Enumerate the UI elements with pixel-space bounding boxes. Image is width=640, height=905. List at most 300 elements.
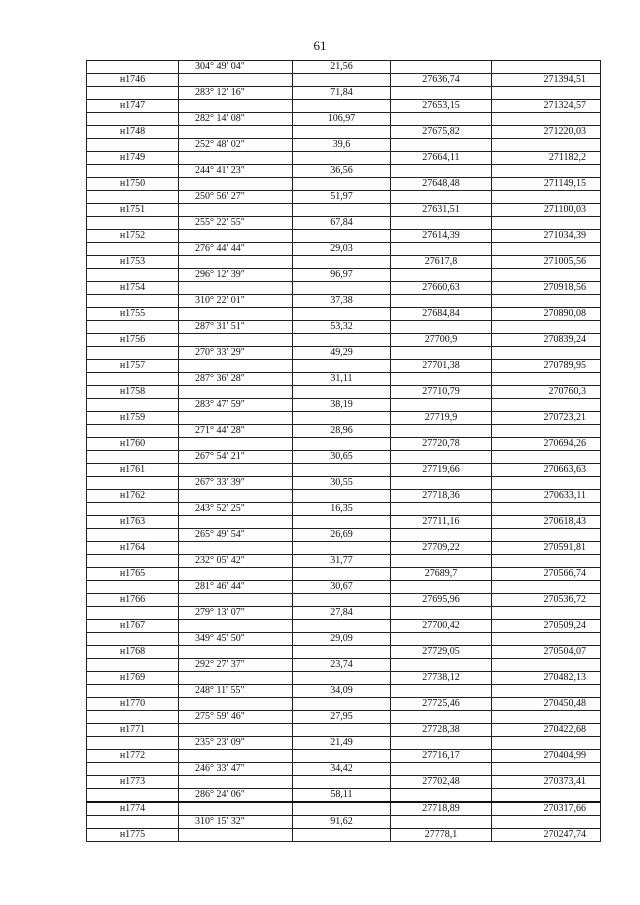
empty-cell: [391, 737, 492, 750]
empty-cell: [87, 607, 179, 620]
point-row: [87, 282, 601, 295]
direction-angle-cell: 276° 44' 44": [179, 243, 293, 256]
empty-cell: [492, 529, 601, 542]
y-coordinate-cell: 270373,41: [492, 776, 601, 789]
empty-cell: [179, 542, 293, 555]
segment-length-cell: 96,97: [293, 269, 391, 282]
empty-cell: [391, 295, 492, 308]
point-row: [87, 568, 601, 581]
segment-row: [87, 503, 601, 516]
y-coordinate-cell: 270317,66: [492, 802, 601, 816]
x-coordinate-cell: 27728,38: [391, 724, 492, 737]
empty-cell: [87, 321, 179, 334]
point-row: [87, 646, 601, 659]
point-row: [87, 698, 601, 711]
empty-cell: [293, 178, 391, 191]
empty-cell: [492, 789, 601, 803]
y-coordinate-cell: 270760,3: [492, 386, 601, 399]
empty-cell: [87, 816, 179, 829]
empty-cell: [391, 763, 492, 776]
point-row: [87, 829, 601, 842]
point-row: [87, 152, 601, 165]
x-coordinate-cell: 27710,79: [391, 386, 492, 399]
point-row: [87, 776, 601, 789]
empty-cell: [293, 152, 391, 165]
empty-cell: [179, 334, 293, 347]
empty-cell: [87, 737, 179, 750]
empty-cell: [492, 477, 601, 490]
y-coordinate-cell: 270422,68: [492, 724, 601, 737]
empty-cell: [87, 451, 179, 464]
direction-angle-cell: 279° 13' 07": [179, 607, 293, 620]
empty-cell: [293, 568, 391, 581]
x-coordinate-cell: 27729,05: [391, 646, 492, 659]
empty-cell: [293, 750, 391, 763]
point-id-cell: н1758: [87, 386, 179, 399]
x-coordinate-cell: 27702,48: [391, 776, 492, 789]
point-id-cell: н1775: [87, 829, 179, 842]
empty-cell: [87, 139, 179, 152]
y-coordinate-cell: 270504,07: [492, 646, 601, 659]
empty-cell: [87, 217, 179, 230]
x-coordinate-cell: 27614,39: [391, 230, 492, 243]
segment-length-cell: 23,74: [293, 659, 391, 672]
empty-cell: [391, 217, 492, 230]
segment-row: [87, 295, 601, 308]
empty-cell: [87, 503, 179, 516]
point-id-cell: н1753: [87, 256, 179, 269]
x-coordinate-cell: 27709,22: [391, 542, 492, 555]
empty-cell: [492, 87, 601, 100]
x-coordinate-cell: 27718,89: [391, 802, 492, 816]
empty-cell: [293, 438, 391, 451]
empty-cell: [391, 269, 492, 282]
empty-cell: [391, 399, 492, 412]
segment-row: [87, 399, 601, 412]
x-coordinate-cell: 27695,96: [391, 594, 492, 607]
empty-cell: [179, 829, 293, 842]
empty-cell: [293, 126, 391, 139]
direction-angle-cell: 283° 47' 59": [179, 399, 293, 412]
segment-length-cell: 29,09: [293, 633, 391, 646]
point-row: [87, 438, 601, 451]
point-row: [87, 464, 601, 477]
empty-cell: [293, 672, 391, 685]
empty-cell: [391, 165, 492, 178]
x-coordinate-cell: 27689,7: [391, 568, 492, 581]
segment-row: [87, 477, 601, 490]
empty-cell: [492, 659, 601, 672]
empty-cell: [179, 386, 293, 399]
empty-cell: [87, 425, 179, 438]
y-coordinate-cell: 271220,03: [492, 126, 601, 139]
empty-cell: [87, 61, 179, 74]
point-id-cell: н1752: [87, 230, 179, 243]
empty-cell: [179, 464, 293, 477]
empty-cell: [391, 711, 492, 724]
empty-cell: [391, 243, 492, 256]
empty-cell: [492, 217, 601, 230]
point-row: [87, 334, 601, 347]
empty-cell: [492, 113, 601, 126]
empty-cell: [492, 555, 601, 568]
direction-angle-cell: 275° 59' 46": [179, 711, 293, 724]
empty-cell: [492, 269, 601, 282]
segment-length-cell: 30,65: [293, 451, 391, 464]
y-coordinate-cell: 270450,48: [492, 698, 601, 711]
empty-cell: [293, 74, 391, 87]
point-id-cell: н1749: [87, 152, 179, 165]
empty-cell: [293, 412, 391, 425]
empty-cell: [293, 204, 391, 217]
direction-angle-cell: 292° 27' 37": [179, 659, 293, 672]
direction-angle-cell: 349° 45' 50": [179, 633, 293, 646]
segment-row: [87, 243, 601, 256]
page-number: 61: [313, 38, 327, 53]
segment-row: [87, 451, 601, 464]
coordinates-table-body: [87, 61, 601, 842]
direction-angle-cell: 235° 23' 09": [179, 737, 293, 750]
point-row: [87, 230, 601, 243]
y-coordinate-cell: 271394,51: [492, 74, 601, 87]
empty-cell: [391, 607, 492, 620]
direction-angle-cell: 286° 24' 06": [179, 789, 293, 803]
empty-cell: [179, 594, 293, 607]
point-row: [87, 386, 601, 399]
direction-angle-cell: 265° 49' 54": [179, 529, 293, 542]
empty-cell: [87, 685, 179, 698]
x-coordinate-cell: 27653,15: [391, 100, 492, 113]
y-coordinate-cell: 271100,03: [492, 204, 601, 217]
empty-cell: [87, 529, 179, 542]
y-coordinate-cell: 270663,63: [492, 464, 601, 477]
empty-cell: [492, 61, 601, 74]
empty-cell: [179, 282, 293, 295]
direction-angle-cell: 287° 31' 51": [179, 321, 293, 334]
empty-cell: [391, 139, 492, 152]
empty-cell: [492, 816, 601, 829]
segment-row: [87, 139, 601, 152]
empty-cell: [391, 477, 492, 490]
segment-row: [87, 165, 601, 178]
empty-cell: [293, 230, 391, 243]
direction-angle-cell: 267° 33' 39": [179, 477, 293, 490]
empty-cell: [492, 737, 601, 750]
empty-cell: [293, 100, 391, 113]
empty-cell: [293, 829, 391, 842]
segment-row: [87, 763, 601, 776]
segment-row: [87, 711, 601, 724]
empty-cell: [87, 477, 179, 490]
empty-cell: [391, 191, 492, 204]
empty-cell: [87, 581, 179, 594]
segment-row: [87, 321, 601, 334]
x-coordinate-cell: 27701,38: [391, 360, 492, 373]
direction-angle-cell: 232° 05' 42": [179, 555, 293, 568]
y-coordinate-cell: 270890,08: [492, 308, 601, 321]
y-coordinate-cell: 270694,26: [492, 438, 601, 451]
empty-cell: [87, 87, 179, 100]
empty-cell: [87, 711, 179, 724]
y-coordinate-cell: 271149,15: [492, 178, 601, 191]
empty-cell: [293, 646, 391, 659]
y-coordinate-cell: 270247,74: [492, 829, 601, 842]
empty-cell: [492, 633, 601, 646]
segment-length-cell: 53,32: [293, 321, 391, 334]
segment-row: [87, 87, 601, 100]
empty-cell: [391, 685, 492, 698]
x-coordinate-cell: 27631,51: [391, 204, 492, 217]
point-id-cell: н1761: [87, 464, 179, 477]
empty-cell: [492, 607, 601, 620]
direction-angle-cell: 282° 14' 08": [179, 113, 293, 126]
x-coordinate-cell: 27636,74: [391, 74, 492, 87]
empty-cell: [492, 373, 601, 386]
segment-length-cell: 21,49: [293, 737, 391, 750]
empty-cell: [87, 633, 179, 646]
empty-cell: [87, 763, 179, 776]
segment-row: [87, 191, 601, 204]
direction-angle-cell: 252° 48' 02": [179, 139, 293, 152]
empty-cell: [391, 659, 492, 672]
point-row: [87, 412, 601, 425]
segment-length-cell: 71,84: [293, 87, 391, 100]
segment-length-cell: 38,19: [293, 399, 391, 412]
point-row: [87, 74, 601, 87]
segment-length-cell: 16,35: [293, 503, 391, 516]
empty-cell: [293, 308, 391, 321]
empty-cell: [391, 529, 492, 542]
segment-length-cell: 27,84: [293, 607, 391, 620]
direction-angle-cell: 271° 44' 28": [179, 425, 293, 438]
empty-cell: [179, 776, 293, 789]
empty-cell: [293, 490, 391, 503]
segment-row: [87, 269, 601, 282]
empty-cell: [87, 347, 179, 360]
point-row: [87, 750, 601, 763]
empty-cell: [179, 490, 293, 503]
y-coordinate-cell: 271182,2: [492, 152, 601, 165]
coordinates-table: [86, 60, 601, 842]
point-id-cell: н1760: [87, 438, 179, 451]
point-id-cell: н1771: [87, 724, 179, 737]
point-id-cell: н1773: [87, 776, 179, 789]
x-coordinate-cell: 27738,12: [391, 672, 492, 685]
point-row: [87, 724, 601, 737]
point-id-cell: н1750: [87, 178, 179, 191]
empty-cell: [179, 516, 293, 529]
empty-cell: [179, 724, 293, 737]
empty-cell: [293, 256, 391, 269]
point-row: [87, 490, 601, 503]
empty-cell: [87, 659, 179, 672]
y-coordinate-cell: 270723,21: [492, 412, 601, 425]
empty-cell: [492, 711, 601, 724]
empty-cell: [492, 139, 601, 152]
empty-cell: [293, 594, 391, 607]
segment-row: [87, 737, 601, 750]
point-row: [87, 100, 601, 113]
point-id-cell: н1763: [87, 516, 179, 529]
empty-cell: [492, 581, 601, 594]
empty-cell: [293, 386, 391, 399]
empty-cell: [492, 321, 601, 334]
x-coordinate-cell: 27719,66: [391, 464, 492, 477]
empty-cell: [293, 464, 391, 477]
x-coordinate-cell: 27617,8: [391, 256, 492, 269]
empty-cell: [293, 542, 391, 555]
y-coordinate-cell: 270618,43: [492, 516, 601, 529]
segment-length-cell: 29,03: [293, 243, 391, 256]
x-coordinate-cell: 27719,9: [391, 412, 492, 425]
point-id-cell: н1764: [87, 542, 179, 555]
empty-cell: [293, 516, 391, 529]
segment-length-cell: 26,69: [293, 529, 391, 542]
empty-cell: [179, 360, 293, 373]
point-id-cell: н1767: [87, 620, 179, 633]
empty-cell: [179, 672, 293, 685]
empty-cell: [179, 646, 293, 659]
empty-cell: [391, 425, 492, 438]
empty-cell: [179, 438, 293, 451]
point-row: [87, 178, 601, 191]
y-coordinate-cell: 270591,81: [492, 542, 601, 555]
empty-cell: [87, 113, 179, 126]
segment-row: [87, 217, 601, 230]
segment-length-cell: 49,29: [293, 347, 391, 360]
empty-cell: [293, 776, 391, 789]
y-coordinate-cell: 270566,74: [492, 568, 601, 581]
segment-row: [87, 61, 601, 74]
empty-cell: [492, 425, 601, 438]
direction-angle-cell: 244° 41' 23": [179, 165, 293, 178]
segment-length-cell: 28,96: [293, 425, 391, 438]
x-coordinate-cell: 27700,42: [391, 620, 492, 633]
x-coordinate-cell: 27664,11: [391, 152, 492, 165]
empty-cell: [179, 204, 293, 217]
point-id-cell: н1766: [87, 594, 179, 607]
segment-row: [87, 581, 601, 594]
empty-cell: [87, 399, 179, 412]
point-id-cell: н1772: [87, 750, 179, 763]
direction-angle-cell: 281° 46' 44": [179, 581, 293, 594]
empty-cell: [179, 802, 293, 816]
direction-angle-cell: 296° 12' 39": [179, 269, 293, 282]
point-row: [87, 620, 601, 633]
y-coordinate-cell: 270404,99: [492, 750, 601, 763]
segment-length-cell: 106,97: [293, 113, 391, 126]
empty-cell: [391, 503, 492, 516]
y-coordinate-cell: 271005,56: [492, 256, 601, 269]
point-row: [87, 802, 601, 816]
segment-row: [87, 113, 601, 126]
segment-length-cell: 27,95: [293, 711, 391, 724]
empty-cell: [391, 87, 492, 100]
point-id-cell: н1759: [87, 412, 179, 425]
segment-length-cell: 91,62: [293, 816, 391, 829]
empty-cell: [87, 555, 179, 568]
y-coordinate-cell: 270839,24: [492, 334, 601, 347]
empty-cell: [179, 178, 293, 191]
segment-row: [87, 633, 601, 646]
empty-cell: [391, 61, 492, 74]
empty-cell: [293, 360, 391, 373]
direction-angle-cell: 250° 56' 27": [179, 191, 293, 204]
empty-cell: [391, 789, 492, 803]
point-id-cell: н1769: [87, 672, 179, 685]
segment-length-cell: 31,11: [293, 373, 391, 386]
empty-cell: [293, 802, 391, 816]
direction-angle-cell: 287° 36' 28": [179, 373, 293, 386]
direction-angle-cell: 246° 33' 47": [179, 763, 293, 776]
x-coordinate-cell: 27720,78: [391, 438, 492, 451]
empty-cell: [391, 816, 492, 829]
point-row: [87, 256, 601, 269]
segment-row: [87, 425, 601, 438]
empty-cell: [179, 568, 293, 581]
empty-cell: [492, 191, 601, 204]
segment-row: [87, 347, 601, 360]
empty-cell: [179, 100, 293, 113]
x-coordinate-cell: 27675,82: [391, 126, 492, 139]
point-row: [87, 204, 601, 217]
point-id-cell: н1751: [87, 204, 179, 217]
y-coordinate-cell: 270482,13: [492, 672, 601, 685]
empty-cell: [492, 451, 601, 464]
segment-length-cell: 37,38: [293, 295, 391, 308]
empty-cell: [293, 698, 391, 711]
empty-cell: [492, 399, 601, 412]
point-row: [87, 542, 601, 555]
point-row: [87, 516, 601, 529]
empty-cell: [179, 750, 293, 763]
point-row: [87, 308, 601, 321]
empty-cell: [391, 373, 492, 386]
point-row: [87, 360, 601, 373]
empty-cell: [87, 191, 179, 204]
point-id-cell: н1755: [87, 308, 179, 321]
segment-row: [87, 789, 601, 803]
x-coordinate-cell: 27660,63: [391, 282, 492, 295]
empty-cell: [492, 685, 601, 698]
y-coordinate-cell: 270918,56: [492, 282, 601, 295]
direction-angle-cell: 267° 54' 21": [179, 451, 293, 464]
empty-cell: [87, 269, 179, 282]
direction-angle-cell: 310° 15' 32": [179, 816, 293, 829]
direction-angle-cell: 270° 33' 29": [179, 347, 293, 360]
segment-length-cell: 67,84: [293, 217, 391, 230]
segment-length-cell: 34,42: [293, 763, 391, 776]
point-id-cell: н1748: [87, 126, 179, 139]
x-coordinate-cell: 27700,9: [391, 334, 492, 347]
empty-cell: [492, 347, 601, 360]
segment-length-cell: 30,55: [293, 477, 391, 490]
direction-angle-cell: 304° 49' 04": [179, 61, 293, 74]
segment-row: [87, 373, 601, 386]
empty-cell: [391, 451, 492, 464]
empty-cell: [87, 295, 179, 308]
x-coordinate-cell: 27648,48: [391, 178, 492, 191]
segment-row: [87, 659, 601, 672]
x-coordinate-cell: 27725,46: [391, 698, 492, 711]
segment-row: [87, 529, 601, 542]
segment-row: [87, 607, 601, 620]
empty-cell: [87, 165, 179, 178]
point-id-cell: н1762: [87, 490, 179, 503]
empty-cell: [179, 308, 293, 321]
x-coordinate-cell: 27716,17: [391, 750, 492, 763]
point-id-cell: н1756: [87, 334, 179, 347]
